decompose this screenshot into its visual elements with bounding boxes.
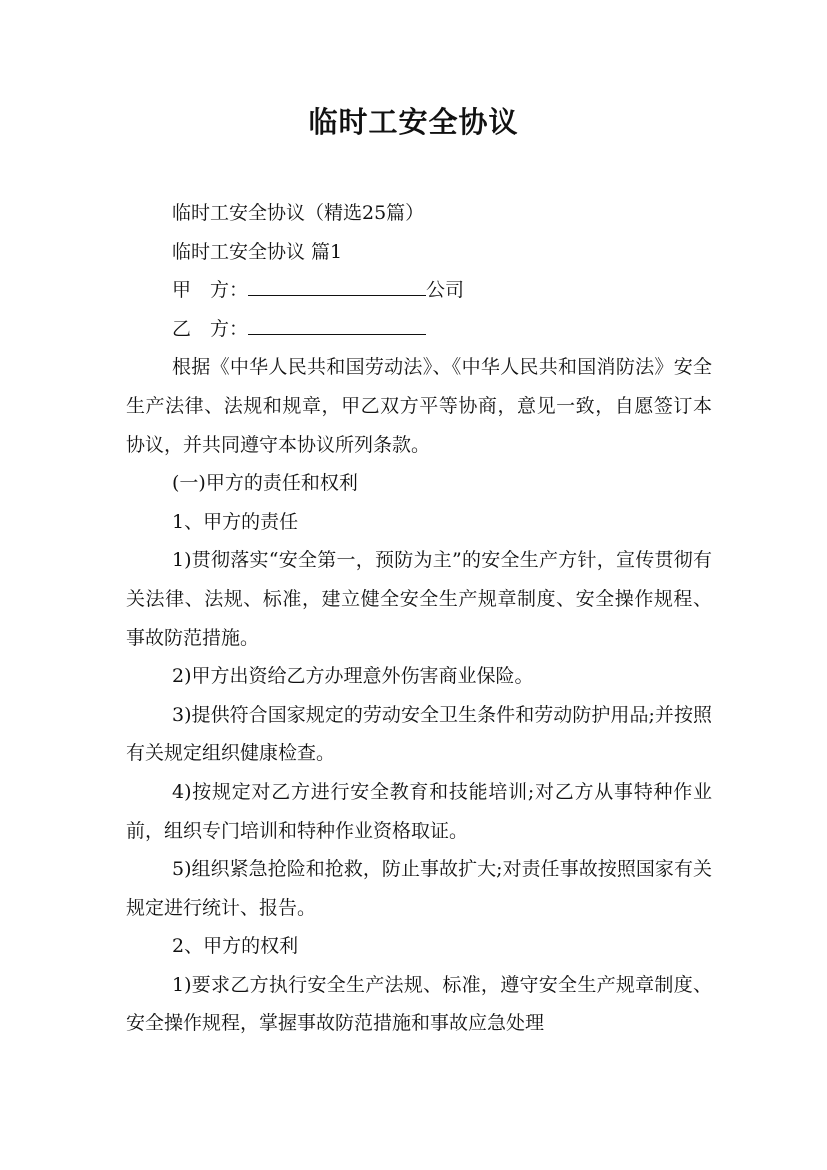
intro-paragraph: 根据《中华人民共和国劳动法》、《中华人民共和国消防法》安全生产法律、法规和规章，甲乙双方平等协商，意见一致，自愿签订本协议，并共同遵守本协议所列条款。 xyxy=(126,356,712,456)
right-1: 1)要求乙方执行安全生产法规、标准，遵守安全生产规章制度、安全操作规程，掌握事故防范措施和事故应急处理 xyxy=(126,973,712,1035)
responsibility-5: 5)组织紧急抢险和抢救，防止事故扩大;对责任事故按照国家有关规定进行统计、报告。 xyxy=(126,858,712,919)
party-b-line xyxy=(126,310,712,349)
party-a-suffix: 公司 xyxy=(426,279,465,302)
party-b-blank xyxy=(248,312,426,335)
party-a-line xyxy=(126,271,712,310)
responsibility-1: 1)贯彻落实“安全第一，预防为主”的安全生产方针，宣传贯彻有关法律、法规、标准，建立健全安全生产规章制度、安全操作规程、事故防范措施。 xyxy=(126,549,712,649)
responsibility-3: 3)提供符合国家规定的劳动安全卫生条件和劳动防护用品;并按照有关规定组织健康检查。 xyxy=(126,703,712,765)
responsibilities-heading: 1、甲方的责任 xyxy=(172,510,299,533)
responsibility-2: 2)甲方出资给乙方办理意外伤害商业保险。 xyxy=(172,665,534,688)
part1-heading: (一)甲方的责任和权利 xyxy=(172,472,358,495)
section-heading: 临时工安全协议 篇1 xyxy=(172,240,343,263)
party-a-label: 甲 方： xyxy=(172,279,249,302)
document-subtitle: 临时工安全协议（精选25篇） xyxy=(172,202,425,224)
rights-heading: 2、甲方的权利 xyxy=(172,935,299,958)
responsibility-4: 4)按规定对乙方进行安全教育和技能培训;对乙方从事特种作业前，组织专门培训和特种作业资格取证。 xyxy=(126,780,712,842)
document-title: 临时工安全协议 xyxy=(308,105,519,139)
document-body xyxy=(126,194,712,1043)
party-b-label: 乙 方： xyxy=(172,317,249,340)
party-a-blank xyxy=(248,273,426,296)
